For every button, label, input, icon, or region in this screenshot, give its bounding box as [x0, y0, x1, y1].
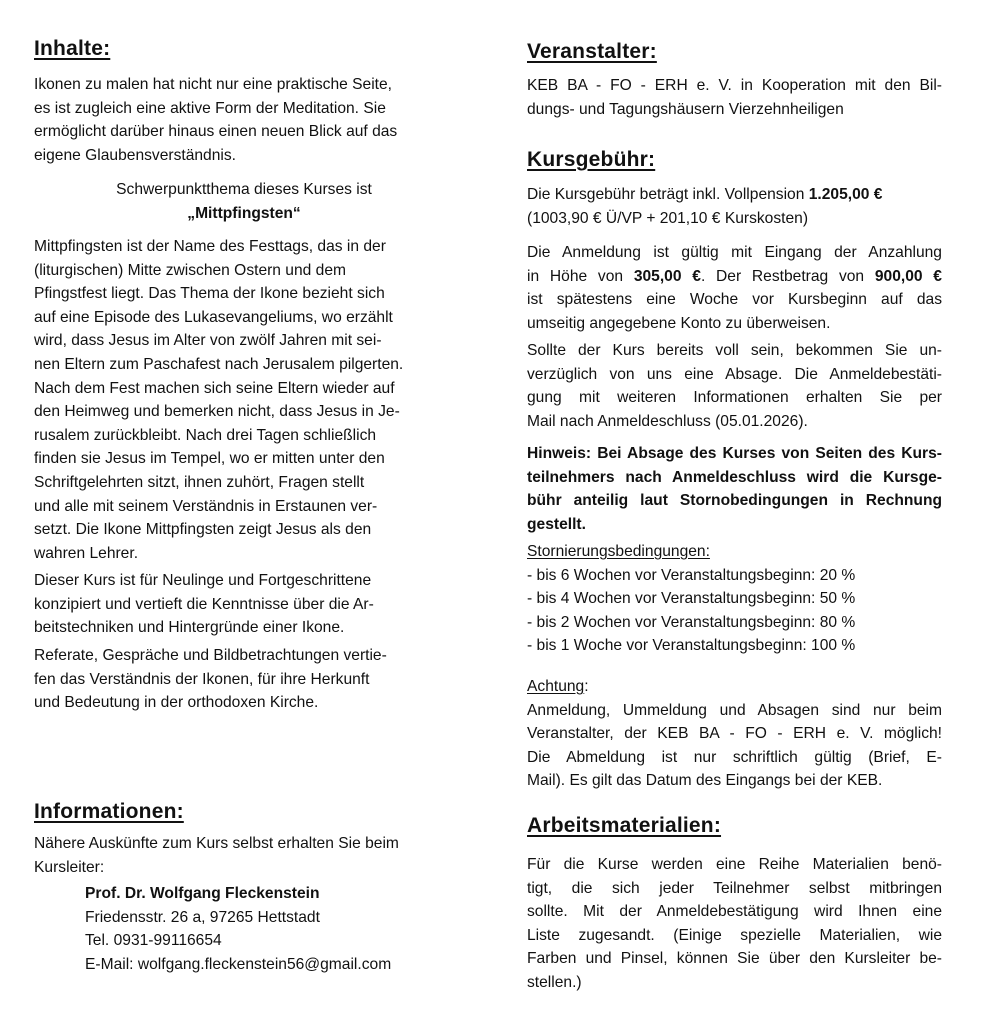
- text-line: konzipiert und vertieft die Kenntnisse über die Ar-: [34, 595, 374, 613]
- deposit-block: [527, 241, 942, 335]
- text-line: und alle mit seinem Verständnis in Erstaunen ver-: [34, 497, 378, 515]
- remaining-amount: 900,00 €: [874, 267, 942, 285]
- text-line: Mittpfingsten ist der Name des Festtags, das in der: [34, 238, 386, 255]
- text-line: Pfingstfest liegt. Das Thema der Ikone bezieht sich: [34, 285, 385, 303]
- course-description: [34, 569, 454, 640]
- arbeitsmaterialien-text: [527, 853, 942, 995]
- notice-block: [527, 442, 942, 536]
- text-line: Nach dem Fest machen sich seine Eltern wieder auf: [34, 379, 395, 397]
- text-line: Die Abmeldung ist nur schriftlich gültig (Brief, E-: [527, 748, 942, 766]
- text-line: Referate, Gespräche und Bildbetrachtungen vertie-: [34, 647, 387, 664]
- inhalte-heading: Inhalte:: [34, 37, 111, 60]
- theme-block: [34, 178, 454, 225]
- text-line: teilnehmers nach Anmeldeschluss wird die Kursge-: [527, 468, 942, 486]
- text-line: setzt. Die Ikone Mittpfingsten zeigt Jesus als den: [34, 521, 372, 539]
- text-line: dungs- und Tagungshäusern Vierzehnheiligen: [527, 100, 844, 118]
- fee-block: [527, 183, 942, 230]
- inhalte-body: [34, 235, 454, 565]
- text-line: Dieser Kurs ist für Neulinge und Fortgeschrittene: [34, 572, 372, 589]
- text-line: stellen.): [527, 973, 582, 991]
- text-line: verzüglich von uns eine Absage. Die Anmeldebestäti-: [527, 365, 942, 383]
- text-line: Farben und Pinsel, können Sie über den Kursleiter be-: [527, 950, 942, 968]
- contact-name: Prof. Dr. Wolfgang Fleckenstein: [85, 885, 320, 902]
- fee-breakdown: (1003,90 € Ü/VP + 201,10 € Kurskosten): [527, 209, 809, 227]
- contact-block: [34, 882, 454, 976]
- full-course-block: [527, 339, 942, 433]
- text-line: ermöglicht darüber hinaus einen neuen Blick auf das: [34, 123, 398, 141]
- attention-label-line: [527, 675, 942, 699]
- contact-address: Friedensstr. 26 a, 97265 Hettstadt: [85, 908, 320, 926]
- informationen-intro: [34, 832, 454, 879]
- text-line: auf eine Episode des Lukasevangeliums, wo erzählt: [34, 308, 393, 326]
- text-line: (liturgischen) Mitte zwischen Ostern und dem: [34, 261, 346, 279]
- cancellation-term: - bis 2 Wochen vor Veranstaltungsbeginn: 80 %: [527, 613, 856, 631]
- text-line: tigt, die sich jeder Teilnehmer selbst mitbringen: [527, 879, 942, 897]
- informationen-heading: Informationen:: [34, 800, 184, 823]
- text-line: fen das Verständnis der Ikonen, für ihre Herkunft: [34, 670, 370, 688]
- text-line: ist spätestens eine Woche vor Kursbeginn auf das: [527, 291, 942, 309]
- text-line: beitstechniken und Hintergründe einer Ikone.: [34, 619, 345, 637]
- text-line: gung mit weiteren Informationen erhalten Sie per: [527, 389, 942, 407]
- text-line: Schriftgelehrten sitzt, ihnen zuhört, Fragen stellt: [34, 473, 365, 491]
- text-line: bühr anteilig laut Stornobedingungen in Rechnung: [527, 492, 942, 510]
- text-line: wahren Lehrer.: [34, 544, 139, 562]
- talks-description: [34, 644, 454, 715]
- text-line: Nähere Auskünfte zum Kurs selbst erhalten Sie beim: [34, 835, 399, 852]
- attention-block: [527, 675, 942, 793]
- text-line: Veranstalter, der KEB BA - FO - ERH e. V. möglich!: [527, 725, 942, 743]
- deposit-amount: 305,00 €: [633, 267, 701, 285]
- cancellation-term: - bis 6 Wochen vor Veranstaltungsbeginn: 20 %: [527, 566, 856, 584]
- fee-total: 1.205,00 €: [808, 186, 883, 203]
- text-line: Hinweis: Bei Absage des Kurses von Seiten des Kurs-: [527, 445, 942, 462]
- text-line: nen Eltern zum Paschafest nach Jerusalem pilgerten.: [34, 355, 404, 373]
- text-line: und Bedeutung in der orthodoxen Kirche.: [34, 694, 319, 712]
- text-line: Mail). Es gilt das Datum des Eingangs bei der KEB.: [527, 772, 883, 790]
- cancellation-heading: Stornierungsbedingungen:: [527, 543, 710, 560]
- text-line: es ist zugleich eine aktive Form der Meditation. Sie: [34, 99, 386, 117]
- text-line: Anmeldung, Ummeldung und Absagen sind nur beim: [527, 701, 942, 719]
- fee-label: Die Kursgebühr beträgt inkl. Vollpension: [527, 186, 809, 203]
- veranstalter-text: [527, 74, 942, 121]
- deposit-pre: in Höhe von: [527, 267, 634, 285]
- contact-phone: Tel. 0931-99116654: [85, 932, 222, 950]
- attention-label: Achtung: [527, 678, 585, 695]
- text-line: gestellt.: [527, 515, 586, 533]
- text-line: Für die Kurse werden eine Reihe Materialien benö-: [527, 856, 942, 873]
- text-line: rusalem zurückbleibt. Nach drei Tagen schließlich: [34, 426, 377, 444]
- text-line: Mail nach Anmeldeschluss (05.01.2026).: [527, 412, 808, 430]
- kursgebuehr-heading: Kursgebühr:: [527, 148, 656, 171]
- inhalte-intro: [34, 73, 454, 167]
- text-line: Sollte der Kurs bereits voll sein, bekommen Sie un-: [527, 342, 942, 359]
- theme-title: „Mittpfingsten“: [187, 204, 301, 222]
- theme-label: Schwerpunktthema dieses Kurses ist: [116, 181, 372, 198]
- veranstalter-heading: Veranstalter:: [527, 40, 657, 63]
- text-line: sollte. Mit der Anmeldebestätigung wird Ihnen eine: [527, 903, 942, 921]
- text-line: KEB BA - FO - ERH e. V. in Kooperation mit den Bil-: [527, 77, 942, 94]
- cancellation-term: - bis 1 Woche vor Veranstaltungsbeginn: 100 %: [527, 637, 856, 655]
- deposit-mid: . Der Restbetrag von: [700, 267, 875, 285]
- text-line: finden sie Jesus im Tempel, wo er mitten unter den: [34, 450, 385, 468]
- text-line: umseitig angegebene Konto zu überweisen.: [527, 314, 831, 332]
- attention-colon: :: [584, 678, 589, 695]
- arbeitsmaterialien-heading: Arbeitsmaterialien:: [527, 814, 722, 837]
- cancellation-term: - bis 4 Wochen vor Veranstaltungsbeginn: 50 %: [527, 590, 856, 608]
- contact-email: E-Mail: wolfgang.fleckenstein56@gmail.com: [85, 955, 392, 973]
- text-line: Liste zugesandt. (Einige spezielle Materialien, wie: [527, 926, 942, 944]
- deposit-line: [527, 265, 942, 289]
- text-line: Ikonen zu malen hat nicht nur eine praktische Seite,: [34, 76, 393, 93]
- text-line: wird, dass Jesus im Alter von zwölf Jahren mit sei-: [34, 332, 382, 350]
- text-line: den Heimweg und bemerken nicht, dass Jesus in Je-: [34, 403, 400, 421]
- cancellation-block: [527, 540, 942, 658]
- fee-line: [527, 183, 942, 207]
- text-line: Kursleiter:: [34, 858, 105, 876]
- text-line: eigene Glaubensverständnis.: [34, 146, 236, 164]
- text-line: Die Anmeldung ist gültig mit Eingang der Anzahlung: [527, 244, 942, 261]
